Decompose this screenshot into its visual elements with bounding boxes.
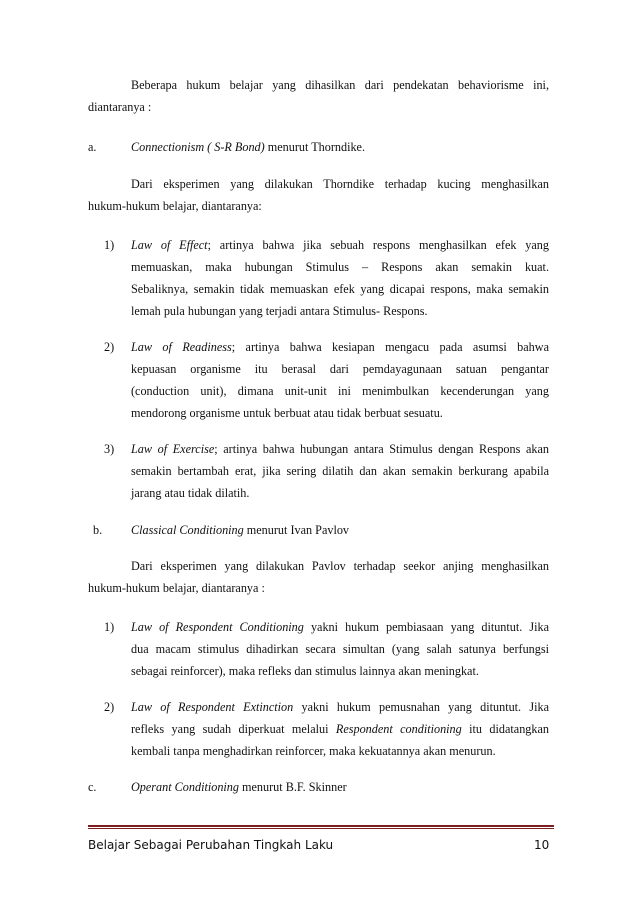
item-b2-term: Law of Respondent Extinction [131,700,294,714]
item-a1-first: ; artinya bahwa jika sebuah respons menghasilkan efek yang [207,238,549,252]
section-c-title: Operant Conditioning [131,780,239,794]
item-a1-number: 1) [104,238,115,252]
item-b2-first: yakni hukum pemusnahan yang dituntut. Jika [293,700,550,714]
item-a2-term: Law of Readiness [131,340,232,354]
section-b-title: Classical Conditioning [131,523,244,537]
section-b-rest: menurut Ivan Pavlov [243,523,350,537]
item-a2-line-3: (conduction unit), dimana unit-unit ini menimbulkan kecenderungan yang [131,384,549,398]
section-a-title: Connectionism ( S-R Bond) [131,140,265,154]
section-a-heading [131,139,365,155]
item-a1-term: Law of Effect [131,238,208,252]
section-c-marker: c. [88,780,97,794]
footer-title: Belajar Sebagai Perubahan Tingkah Laku [88,838,334,852]
item-a1-line-1 [131,237,549,253]
section-c-heading [131,779,347,795]
item-a1-line-4: lemah pula hubungan yang terjadi antara Stimulus- Respons. [131,304,428,318]
item-a3-number: 3) [104,442,115,456]
item-b2-line-2-italic: Respondent conditioning [335,722,462,736]
item-b1-line-2: dua macam stimulus dihadirkan secara simultan (yang salah satunya berfungsi [131,642,549,656]
page-number: 10 [534,838,550,852]
section-b-para-line-1: Dari eksperimen yang dilakukan Pavlov terhadap seekor anjing menghasilkan [131,559,549,573]
item-a2-number: 2) [104,340,115,354]
item-b2-number: 2) [104,700,115,714]
item-b2-line-2-post: itu didatangkan [461,722,549,736]
intro-line-2: diantaranya : [88,100,152,114]
item-a2-line-2: kepuasan organisme itu berasal dari pemdayagunaan satuan pengantar [131,362,549,376]
item-a3-term: Law of Exercise [131,442,215,456]
item-b1-first: yakni hukum pembiasaan yang dituntut. Jika [303,620,550,634]
item-b1-line-3: sebagai reinforcer), maka refleks dan stimulus lainnya akan meningkat. [131,664,479,678]
section-a-para-line-2: hukum-hukum belajar, diantaranya: [88,199,262,213]
item-b2-line-1 [131,699,549,715]
footer-rule-thin [88,828,554,829]
section-b-para-line-2: hukum-hukum belajar, diantaranya : [88,581,265,595]
intro-line-1: Beberapa hukum belajar yang dihasilkan dari pendekatan behaviorisme ini, [131,78,549,92]
section-b-marker: b. [93,523,103,537]
section-a-marker: a. [88,140,97,154]
section-a-para-line-1: Dari eksperimen yang dilakukan Thorndike terhadap kucing menghasilkan [131,177,549,191]
item-b2-line-2-pre: refleks yang sudah diperkuat melalui [131,722,336,736]
item-a3-line-3: jarang atau tidak dilatih. [131,486,250,500]
item-b2-line-3: kembali tanpa menghadirkan reinforcer, maka kekuatannya akan menurun. [131,744,496,758]
item-a3-line-1 [131,441,549,457]
item-b1-number: 1) [104,620,115,634]
item-a2-line-1 [131,339,549,355]
item-b1-term: Law of Respondent Conditioning [131,620,304,634]
section-a-rest: menurut Thorndike. [264,140,366,154]
item-b1-line-1 [131,619,549,635]
item-a1-line-3: Sebaliknya, semakin tidak memuaskan efek yang dicapai respons, maka semakin [131,282,549,296]
item-a2-line-4: mendorong organisme untuk berbuat atau tidak berbuat sesuatu. [131,406,443,420]
section-b-heading [131,522,349,538]
item-a2-first: ; artinya bahwa kesiapan mengacu pada asumsi bahwa [231,340,549,354]
section-c-rest: menurut B.F. Skinner [239,780,347,794]
footer-rule-thick [88,825,554,827]
item-a3-first: ; artinya bahwa hubungan antara Stimulus dengan Respons akan [214,442,550,456]
item-a1-line-2: memuaskan, maka hubungan Stimulus – Respons akan semakin kuat. [131,260,549,274]
item-b2-line-2 [131,721,549,737]
item-a3-line-2: semakin bertambah erat, jika sering dilatih dan akan semakin berkurang apabila [131,464,549,478]
